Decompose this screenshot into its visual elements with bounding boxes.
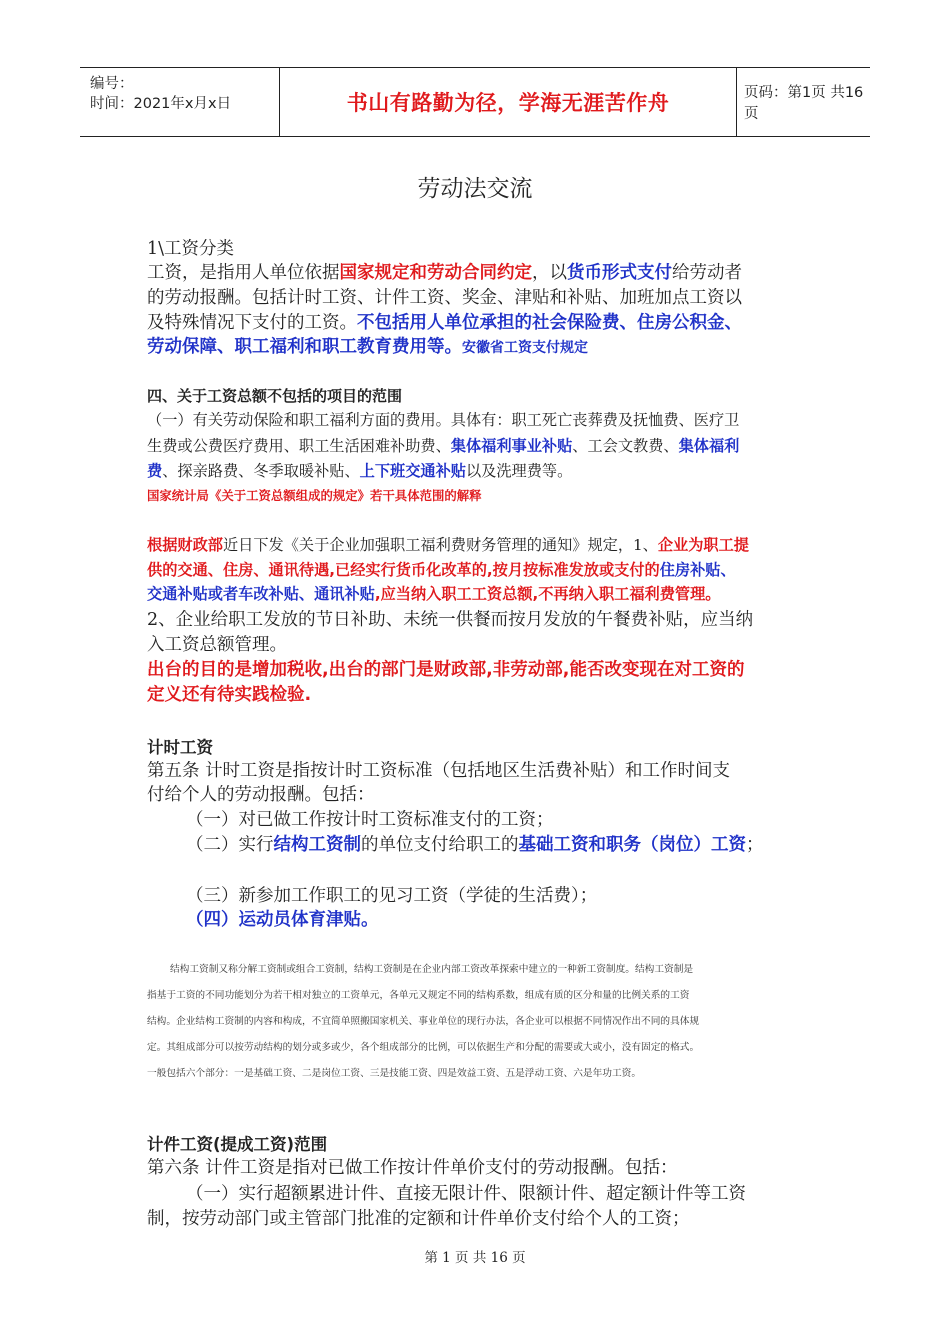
- highlight-red: 国家规定和劳动合同约定: [339, 263, 532, 283]
- paragraph-line: 入工资总额管理。: [147, 635, 287, 655]
- list-item: （一）实行超额累进计件、直接无限计件、限额计件、超定额计件等工资: [186, 1184, 746, 1204]
- paragraph-line: 付给个人的劳动报酬。包括：: [147, 785, 375, 805]
- reference-link: 安徽省工资支付规定: [462, 340, 588, 356]
- document-title: 劳动法交流: [417, 176, 533, 202]
- header-page-cell: [736, 68, 870, 136]
- page-info: 页码：第1页 共16页: [744, 85, 864, 122]
- paragraph-line-red: 定义还有待实践检验.: [147, 685, 312, 705]
- list-item-highlight: （四）运动员体育津贴。: [186, 910, 379, 930]
- section-time-wage-heading: 计时工资: [147, 738, 213, 757]
- highlight-blue: 结构工资制: [273, 835, 361, 855]
- highlight-blue: 集体福利事业补贴: [450, 437, 573, 455]
- note-line: 结构。企业结构工资制的内容和构成，不宜简单照搬国家机关、事业单位的现行办法，各企业可以根据不同情况作出不同的具体规: [147, 1016, 700, 1027]
- highlight-blue: 上下班交通补贴: [359, 462, 466, 480]
- list-item: （一）对已做工作按计时工资标准支付的工资；: [186, 810, 554, 830]
- paragraph-line: [147, 260, 742, 286]
- paragraph-line: 第五条 计时工资是指按计时工资标准（包括地区生活费补贴）和工作时间支: [147, 761, 731, 781]
- note-line: 定。其组成部分可以按劳动结构的划分或多或少，各个组成部分的比例，可以依据生产和分配的需要或大或小，没有固定的格式。: [147, 1042, 700, 1053]
- list-item: [186, 832, 764, 858]
- text-run: 工资，是指用人单位依据: [147, 263, 340, 283]
- highlight-blue: 交通补贴或者车改补贴、通讯补贴: [147, 585, 375, 603]
- highlight-blue: 费: [147, 462, 163, 480]
- page-header: [80, 67, 870, 137]
- text-run: 的单位支付给职工的: [361, 835, 519, 855]
- paragraph-line: [147, 310, 742, 336]
- paragraph-line: [147, 558, 736, 582]
- text-run: 、探亲路费、冬季取暖补贴、: [162, 462, 360, 480]
- text-run: 近日下发《关于企业加强职工福利费财务管理的通知》规定，1、: [222, 536, 658, 554]
- header-motto-cell: [279, 68, 737, 136]
- text-run: ，以: [532, 263, 567, 283]
- highlight-blue: 集体福利: [678, 437, 740, 455]
- highlight-red: 供的交通、住房、通讯待遇,已经实行货币化改革的,按月按标准发放或支付的: [147, 561, 660, 579]
- highlight-blue: 住房补贴、: [659, 561, 736, 579]
- paragraph-line: 第六条 计件工资是指对已做工作按计件单价支付的劳动报酬。包括：: [147, 1158, 678, 1178]
- text-run: （二）实行: [186, 835, 274, 855]
- source-citation: 国家统计局《关于工资总额组成的规定》若干具体范围的解释: [147, 488, 482, 503]
- text-run: 及特殊情况下支付的工资。: [147, 313, 357, 333]
- text-run: 以及洗理费等。: [465, 462, 573, 480]
- paragraph-line: [147, 334, 588, 361]
- list-item: （三）新参加工作职工的见习工资（学徒的生活费）；: [186, 886, 598, 906]
- paragraph-line: 2、企业给职工发放的节日补助、未统一供餐而按月发放的午餐费补贴，应当纳: [147, 610, 754, 630]
- header-meta-cell: [80, 68, 279, 136]
- section-excluded-items-heading: 四、关于工资总额不包括的项目的范围: [147, 387, 403, 405]
- highlight-blue: 基础工资和职务（岗位）工资: [518, 835, 746, 855]
- note-line: 指基于工资的不同功能划分为若干相对独立的工资单元，各单元又规定不同的结构系数，组成有质的区分和量的比例关系的工资: [147, 990, 690, 1001]
- number-label: 编号：: [90, 76, 134, 92]
- highlight-red: 根据财政部: [147, 536, 223, 554]
- paragraph-line: [147, 459, 572, 483]
- note-line: 结构工资制又称分解工资制或组合工资制，结构工资制是在企业内部工资改革探索中建立的一种新工资制度。结构工资制是: [170, 964, 694, 975]
- text-run: 生费或公费医疗费用、职工生活困难补助费、: [147, 437, 451, 455]
- time-label: 时间：2021年x月x日: [90, 96, 232, 112]
- page-footer: 第 1 页 共 16 页: [424, 1250, 526, 1266]
- highlight-red: 企业为职工提: [657, 536, 749, 554]
- section-piece-wage-heading: 计件工资(提成工资)范围: [147, 1135, 328, 1154]
- highlight-blue: 货币形式支付: [567, 263, 672, 283]
- paragraph-line: [147, 533, 749, 557]
- motto: 书山有路勤为径，学海无涯苦作舟: [346, 91, 670, 115]
- paragraph-line: 制，按劳动部门或主管部门批准的定额和计件单价支付给个人的工资；: [147, 1209, 690, 1229]
- paragraph-line: 的劳动报酬。包括计时工资、计件工资、奖金、津贴和补贴、加班加点工资以: [147, 288, 742, 308]
- paragraph-line-red: 出台的目的是增加税收,出台的部门是财政部,非劳动部,能否改变现在对工资的: [147, 660, 745, 680]
- note-line: 一般包括六个部分：一是基础工资、二是岗位工资、三是技能工资、四是效益工资、五是浮动工资、六是年功工资。: [147, 1068, 642, 1079]
- text-run: ；: [746, 835, 764, 855]
- text-run: 给劳动者: [672, 263, 742, 283]
- paragraph-line: [147, 434, 739, 458]
- section-wage-classification-heading: 1\工资分类: [147, 239, 235, 259]
- highlight-blue: 劳动保障、职工福利和职工教育费用等。: [147, 337, 462, 357]
- paragraph-line: （一）有关劳动保险和职工福利方面的费用。具体有：职工死亡丧葬费及抚恤费、医疗卫: [147, 411, 740, 429]
- highlight-blue: 不包括用人单位承担的社会保险费、住房公积金、: [357, 313, 742, 333]
- highlight-red: ,应当纳入职工工资总额,不再纳入职工福利费管理。: [374, 585, 721, 603]
- text-run: 、工会文教费、: [572, 437, 679, 455]
- paragraph-line: [147, 582, 720, 606]
